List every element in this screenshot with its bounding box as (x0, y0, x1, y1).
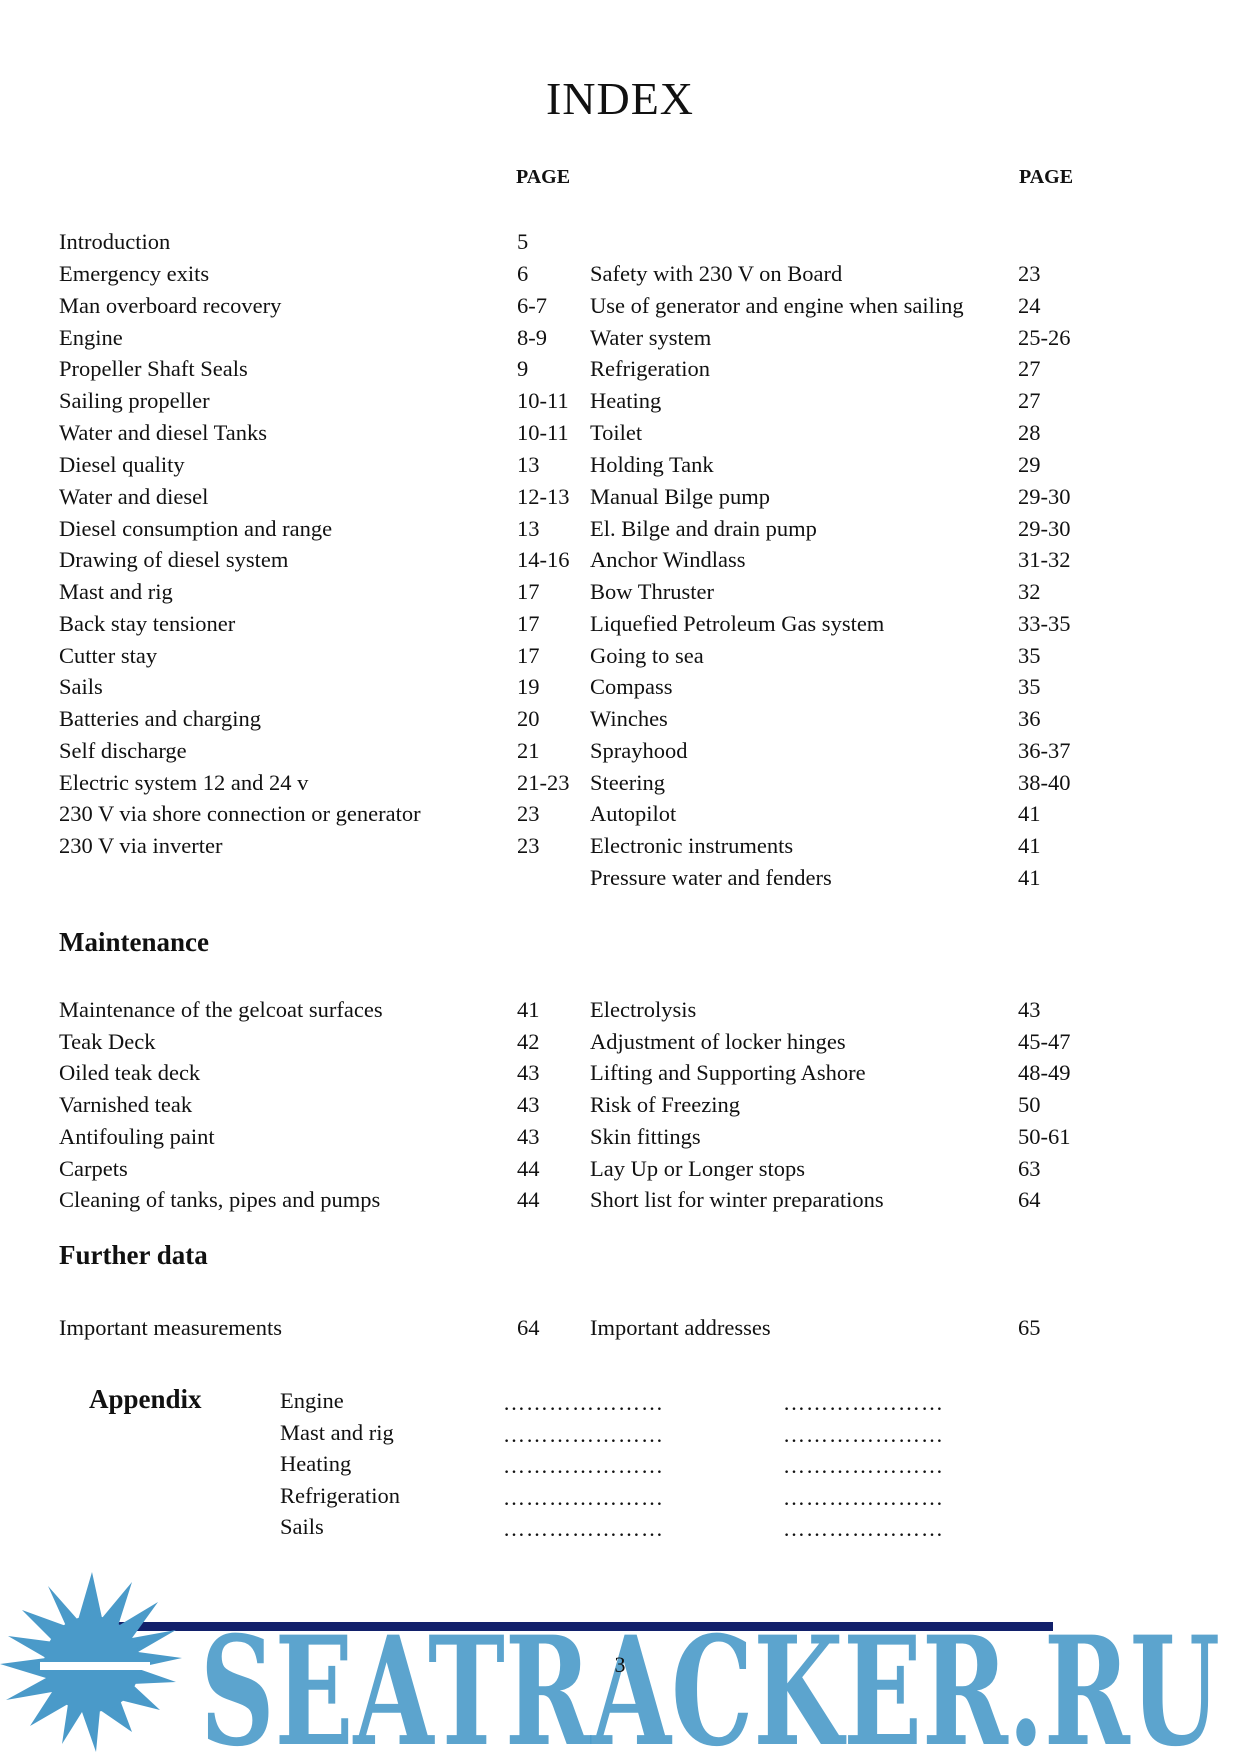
index-entry-label: Refrigeration (590, 356, 710, 381)
index-entry-label: Back stay tensioner (59, 611, 236, 636)
index-entry-page: 17 (517, 643, 540, 668)
index-entry-label: Emergency exits (59, 261, 210, 286)
index-entry-page: 21-23 (517, 770, 570, 795)
index-entry-label: Toilet (590, 420, 643, 445)
index-entry-page: 50 (1018, 1092, 1041, 1117)
index-entry-label: Varnished teak (59, 1092, 193, 1117)
index-entry-label: Maintenance of the gelcoat surfaces (59, 997, 383, 1022)
index-entry-page: 36 (1018, 706, 1041, 731)
watermark-text: SEATRACKER.RU (200, 1604, 1220, 1754)
index-entry-label: Important addresses (590, 1315, 771, 1340)
index-entry-page: 10-11 (517, 388, 569, 413)
index-entry-label: Short list for winter preparations (590, 1187, 884, 1212)
index-entry-page: 64 (517, 1315, 540, 1340)
index-entry-page: 8-9 (517, 325, 547, 350)
index-entry-page: 38-40 (1018, 770, 1071, 795)
index-entry-label: Lay Up or Longer stops (590, 1156, 805, 1181)
appendix-dots: ………………… (503, 1390, 664, 1415)
index-entry-page: 27 (1018, 356, 1041, 381)
index-entry-page: 48-49 (1018, 1060, 1071, 1085)
index-entry-page: 43 (1018, 997, 1041, 1022)
index-entry-page: 44 (517, 1187, 540, 1212)
appendix-dots: ………………… (503, 1485, 664, 1510)
index-entry-page: 19 (517, 674, 540, 699)
index-entry-label: Risk of Freezing (590, 1092, 740, 1117)
index-entry-page: 65 (1018, 1315, 1041, 1340)
index-entry-label: Cleaning of tanks, pipes and pumps (59, 1187, 381, 1212)
index-entry-label: Drawing of diesel system (59, 547, 289, 572)
appendix-dots: ………………… (503, 1422, 664, 1447)
appendix-dots: ………………… (503, 1453, 664, 1478)
index-entry-label: Pressure water and fenders (590, 865, 832, 890)
appendix-item-label: Refrigeration (280, 1483, 400, 1508)
appendix-dots: ………………… (783, 1485, 944, 1510)
index-entry-page: 43 (517, 1092, 540, 1117)
index-entry-page: 31-32 (1018, 547, 1071, 572)
index-entry-page: 23 (517, 801, 540, 826)
index-entry-page: 43 (517, 1060, 540, 1085)
page-column-header-right: PAGE (1019, 166, 1074, 188)
index-entry-page: 29-30 (1018, 516, 1071, 541)
index-entry-page: 20 (517, 706, 540, 731)
index-entry-label: Engine (59, 325, 123, 350)
index-entry-label: Electronic instruments (590, 833, 794, 858)
index-entry-label: Teak Deck (59, 1029, 156, 1054)
index-entry-label: Compass (590, 674, 673, 699)
index-entry-page: 23 (1018, 261, 1041, 286)
index-entry-page: 21 (517, 738, 540, 763)
appendix-item-label: Mast and rig (280, 1420, 394, 1445)
index-entry-label: Sprayhood (590, 738, 688, 763)
appendix-dots: ………………… (783, 1422, 944, 1447)
index-entry-page: 5 (517, 229, 529, 254)
index-entry-label: Cutter stay (59, 643, 158, 668)
index-entry-label: Electrolysis (590, 997, 697, 1022)
index-entry-page: 41 (517, 997, 540, 1022)
index-entry-label: Sails (59, 674, 103, 699)
index-entry-page: 24 (1018, 293, 1041, 318)
appendix-dots: ………………… (783, 1453, 944, 1478)
index-entry-label: Oiled teak deck (59, 1060, 201, 1085)
page-column-header-left: PAGE (516, 166, 571, 188)
index-entry-label: Autopilot (590, 801, 677, 826)
index-entry-page: 6 (517, 261, 529, 286)
appendix-item-label: Engine (280, 1388, 344, 1413)
index-entry-label: Mast and rig (59, 579, 173, 604)
index-entry-page: 10-11 (517, 420, 569, 445)
appendix-dots: ………………… (503, 1516, 664, 1541)
index-entry-page: 14-16 (517, 547, 570, 572)
index-entry-label: Man overboard recovery (59, 293, 282, 318)
index-entry-page: 41 (1018, 801, 1041, 826)
index-entry-label: Manual Bilge pump (590, 484, 770, 509)
appendix-heading: Appendix (89, 1384, 202, 1414)
index-entry-page: 63 (1018, 1156, 1041, 1181)
index-entry-page: 13 (517, 516, 540, 541)
page-number: 3 (614, 1652, 626, 1677)
index-entry-label: 230 V via inverter (59, 833, 223, 858)
index-entry-page: 44 (517, 1156, 540, 1181)
index-entry-page: 23 (517, 833, 540, 858)
index-entry-page: 27 (1018, 388, 1041, 413)
index-entry-label: Carpets (59, 1156, 128, 1181)
index-entry-page: 33-35 (1018, 611, 1071, 636)
index-entry-label: Heating (590, 388, 662, 413)
index-entry-label: Lifting and Supporting Ashore (590, 1060, 866, 1085)
index-entry-label: Antifouling paint (59, 1124, 215, 1149)
index-entry-label: Important measurements (59, 1315, 283, 1340)
index-entry-label: Diesel consumption and range (59, 516, 333, 541)
index-entry-label: Bow Thruster (590, 579, 714, 604)
index-entry-page: 28 (1018, 420, 1041, 445)
appendix-item-label: Heating (280, 1451, 352, 1476)
index-entry-label: El. Bilge and drain pump (590, 516, 817, 541)
index-entry-label: Skin fittings (590, 1124, 701, 1149)
index-entry-label: Water and diesel Tanks (59, 420, 268, 445)
index-entry-page: 17 (517, 579, 540, 604)
appendix-dots: ………………… (783, 1516, 944, 1541)
index-entry-label: Steering (590, 770, 665, 795)
index-entry-label: Use of generator and engine when sailing (590, 293, 964, 318)
index-entry-page: 41 (1018, 833, 1041, 858)
index-entry-page: 29-30 (1018, 484, 1071, 509)
index-entry-page: 50-61 (1018, 1124, 1071, 1149)
index-entry-label: Safety with 230 V on Board (590, 261, 843, 286)
index-entry-page: 29 (1018, 452, 1041, 477)
index-entry-label: Going to sea (590, 643, 704, 668)
index-entry-page: 12-13 (517, 484, 570, 509)
index-entry-label: Propeller Shaft Seals (59, 356, 248, 381)
index-entry-label: Holding Tank (590, 452, 714, 477)
index-entry-page: 36-37 (1018, 738, 1071, 763)
index-entry-page: 35 (1018, 674, 1041, 699)
appendix-item-label: Sails (280, 1514, 324, 1539)
index-entry-page: 64 (1018, 1187, 1041, 1212)
index-entry-label: Adjustment of locker hinges (590, 1029, 846, 1054)
index-entry-page: 32 (1018, 579, 1041, 604)
index-entry-page: 45-47 (1018, 1029, 1071, 1054)
index-entry-page: 13 (517, 452, 540, 477)
index-entry-label: 230 V via shore connection or generator (59, 801, 421, 826)
page-title: INDEX (545, 73, 695, 124)
index-entry-label: Electric system 12 and 24 v (59, 770, 309, 795)
further-data-heading: Further data (59, 1240, 208, 1270)
index-entry-page: 41 (1018, 865, 1041, 890)
index-entry-label: Sailing propeller (59, 388, 210, 413)
index-entry-label: Anchor Windlass (590, 547, 746, 572)
index-entry-label: Introduction (59, 229, 171, 254)
index-entry-label: Winches (590, 706, 668, 731)
index-entry-label: Diesel quality (59, 452, 185, 477)
index-entry-page: 6-7 (517, 293, 547, 318)
index-entry-page: 9 (517, 356, 529, 381)
index-entry-label: Water and diesel (59, 484, 209, 509)
maintenance-heading: Maintenance (59, 927, 209, 957)
appendix-dots: ………………… (783, 1390, 944, 1415)
index-entry-page: 25-26 (1018, 325, 1071, 350)
index-entry-label: Liquefied Petroleum Gas system (590, 611, 885, 636)
index-entry-page: 42 (517, 1029, 540, 1054)
index-entry-label: Self discharge (59, 738, 187, 763)
index-entry-page: 35 (1018, 643, 1041, 668)
index-entry-label: Water system (590, 325, 712, 350)
index-entry-label: Batteries and charging (59, 706, 262, 731)
index-entry-page: 43 (517, 1124, 540, 1149)
index-entry-page: 17 (517, 611, 540, 636)
